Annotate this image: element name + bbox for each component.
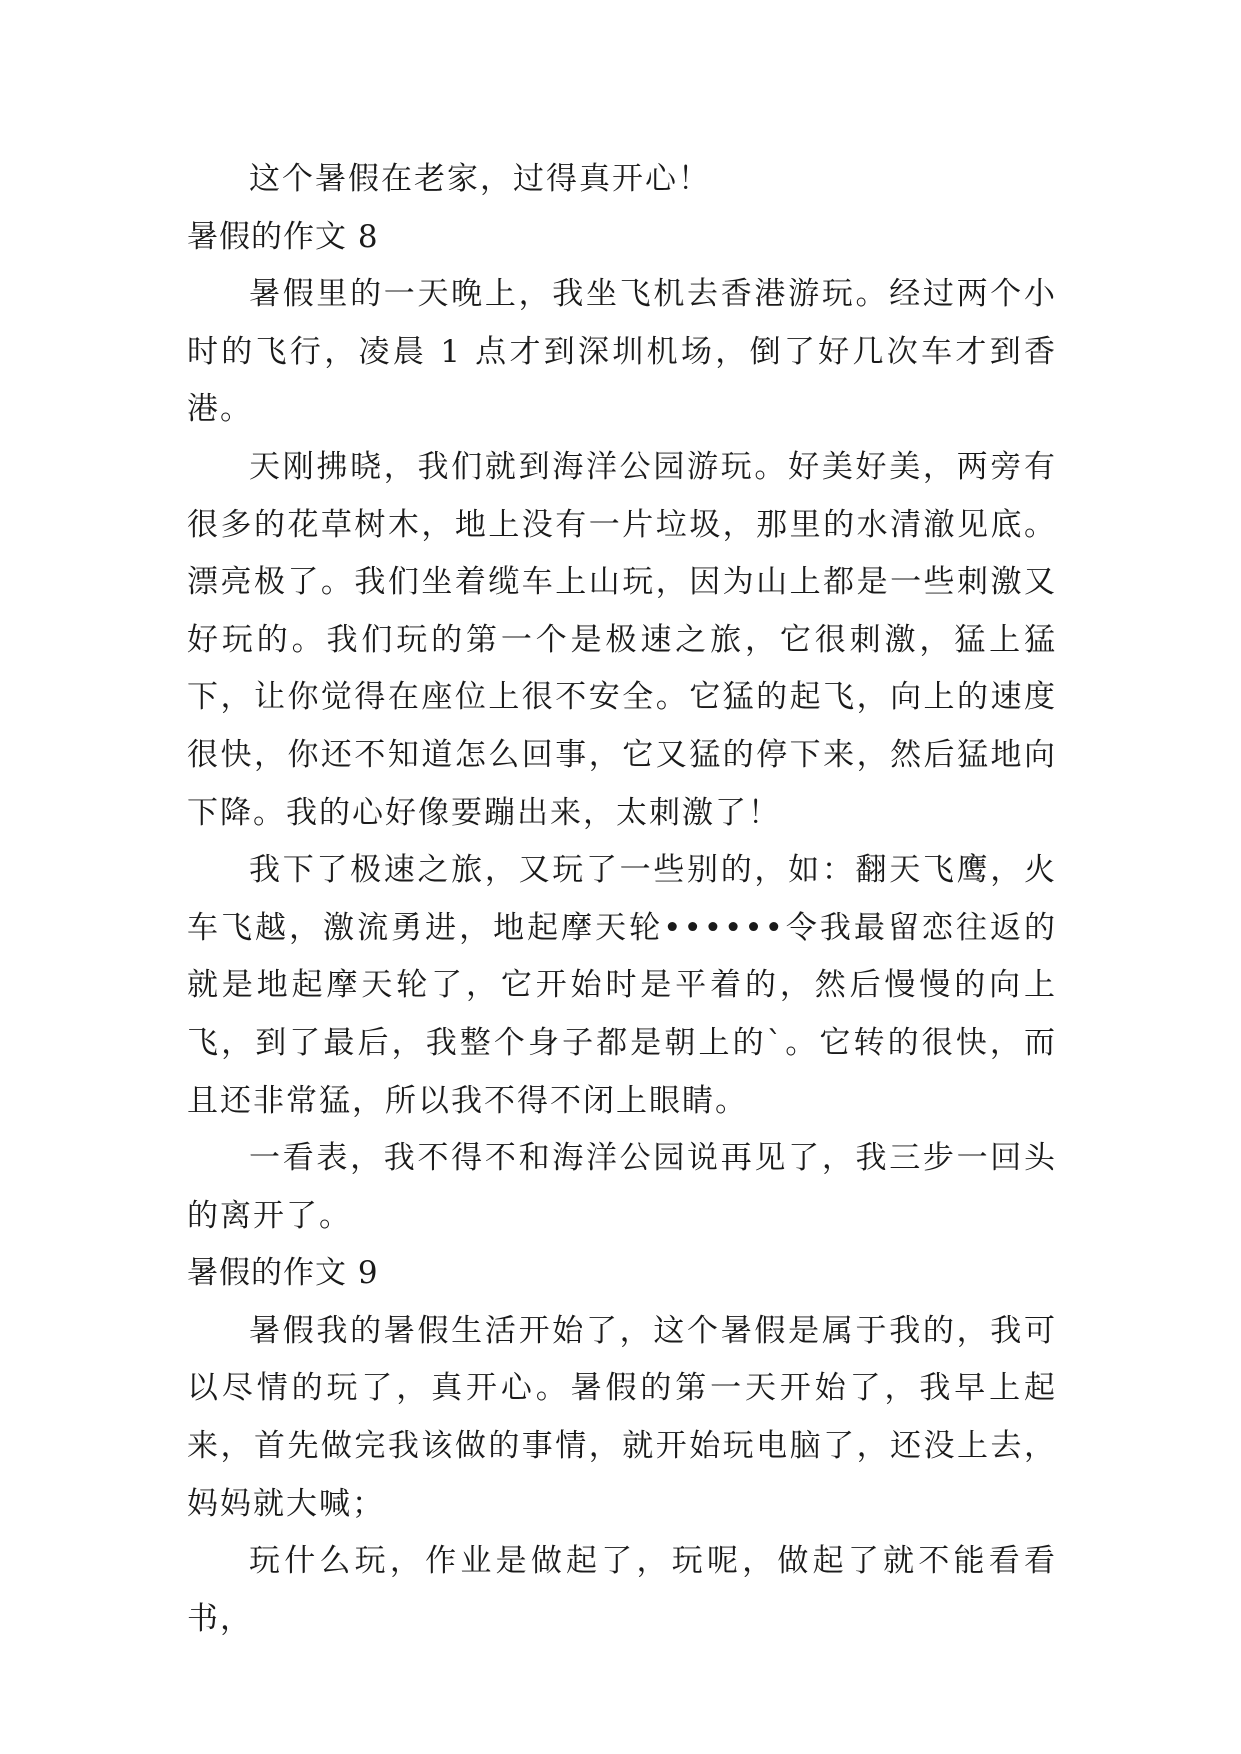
section-heading-9: 暑假的作文 9 bbox=[187, 1255, 379, 1292]
document-body bbox=[187, 151, 1057, 1648]
paragraph-homework: 玩什么玩，作业是做起了，玩呢，做起了就不能看看书， bbox=[187, 1543, 1057, 1637]
paragraph-ocean-park: 天刚拂晓，我们就到海洋公园游玩。好美好美，两旁有很多的花草树木，地上没有一片垃圾，那里的水清澈见底。漂亮极了。我们坐着缆车上山玩，因为山上都是一些刺激又好玩的。我们玩的第一个是极速之旅，它很刺激，猛上猛下，让你觉得在座位上很不安全。它猛的起飞，向上的速度很快，你还不知道怎么回事，它又猛的停下来，然后猛地向下降。我的心好像要蹦出来，太刺激了！ bbox=[187, 448, 1057, 831]
paragraph-leaving: 一看表，我不得不和海洋公园说再见了，我三步一回头的离开了。 bbox=[187, 1140, 1057, 1234]
paragraph-rides: 我下了极速之旅，又玩了一些别的，如：翻天飞鹰，火车飞越，激流勇进，地起摩天轮••••••令我最留恋往返的就是地起摩天轮了，它开始时是平着的，然后慢慢的向上飞，到了最后，我整个身子都是朝上的`。它转的很快，而且还非常猛，所以我不得不闭上眼睛。 bbox=[187, 852, 1057, 1119]
paragraph-closing-line: 这个暑假在老家，过得真开心！ bbox=[249, 161, 711, 197]
paragraph-flight: 暑假里的一天晚上，我坐飞机去香港游玩。经过两个小时的飞行，凌晨 1 点才到深圳机场，倒了好几次车才到香港。 bbox=[187, 276, 1057, 428]
paragraph-summer-start: 暑假我的暑假生活开始了，这个暑假是属于我的，我可以尽情的玩了，真开心。暑假的第一天开始了，我早上起来，首先做完我该做的事情，就开始玩电脑了，还没上去，妈妈就大喊； bbox=[187, 1312, 1057, 1522]
section-heading-8: 暑假的作文 8 bbox=[187, 218, 379, 255]
